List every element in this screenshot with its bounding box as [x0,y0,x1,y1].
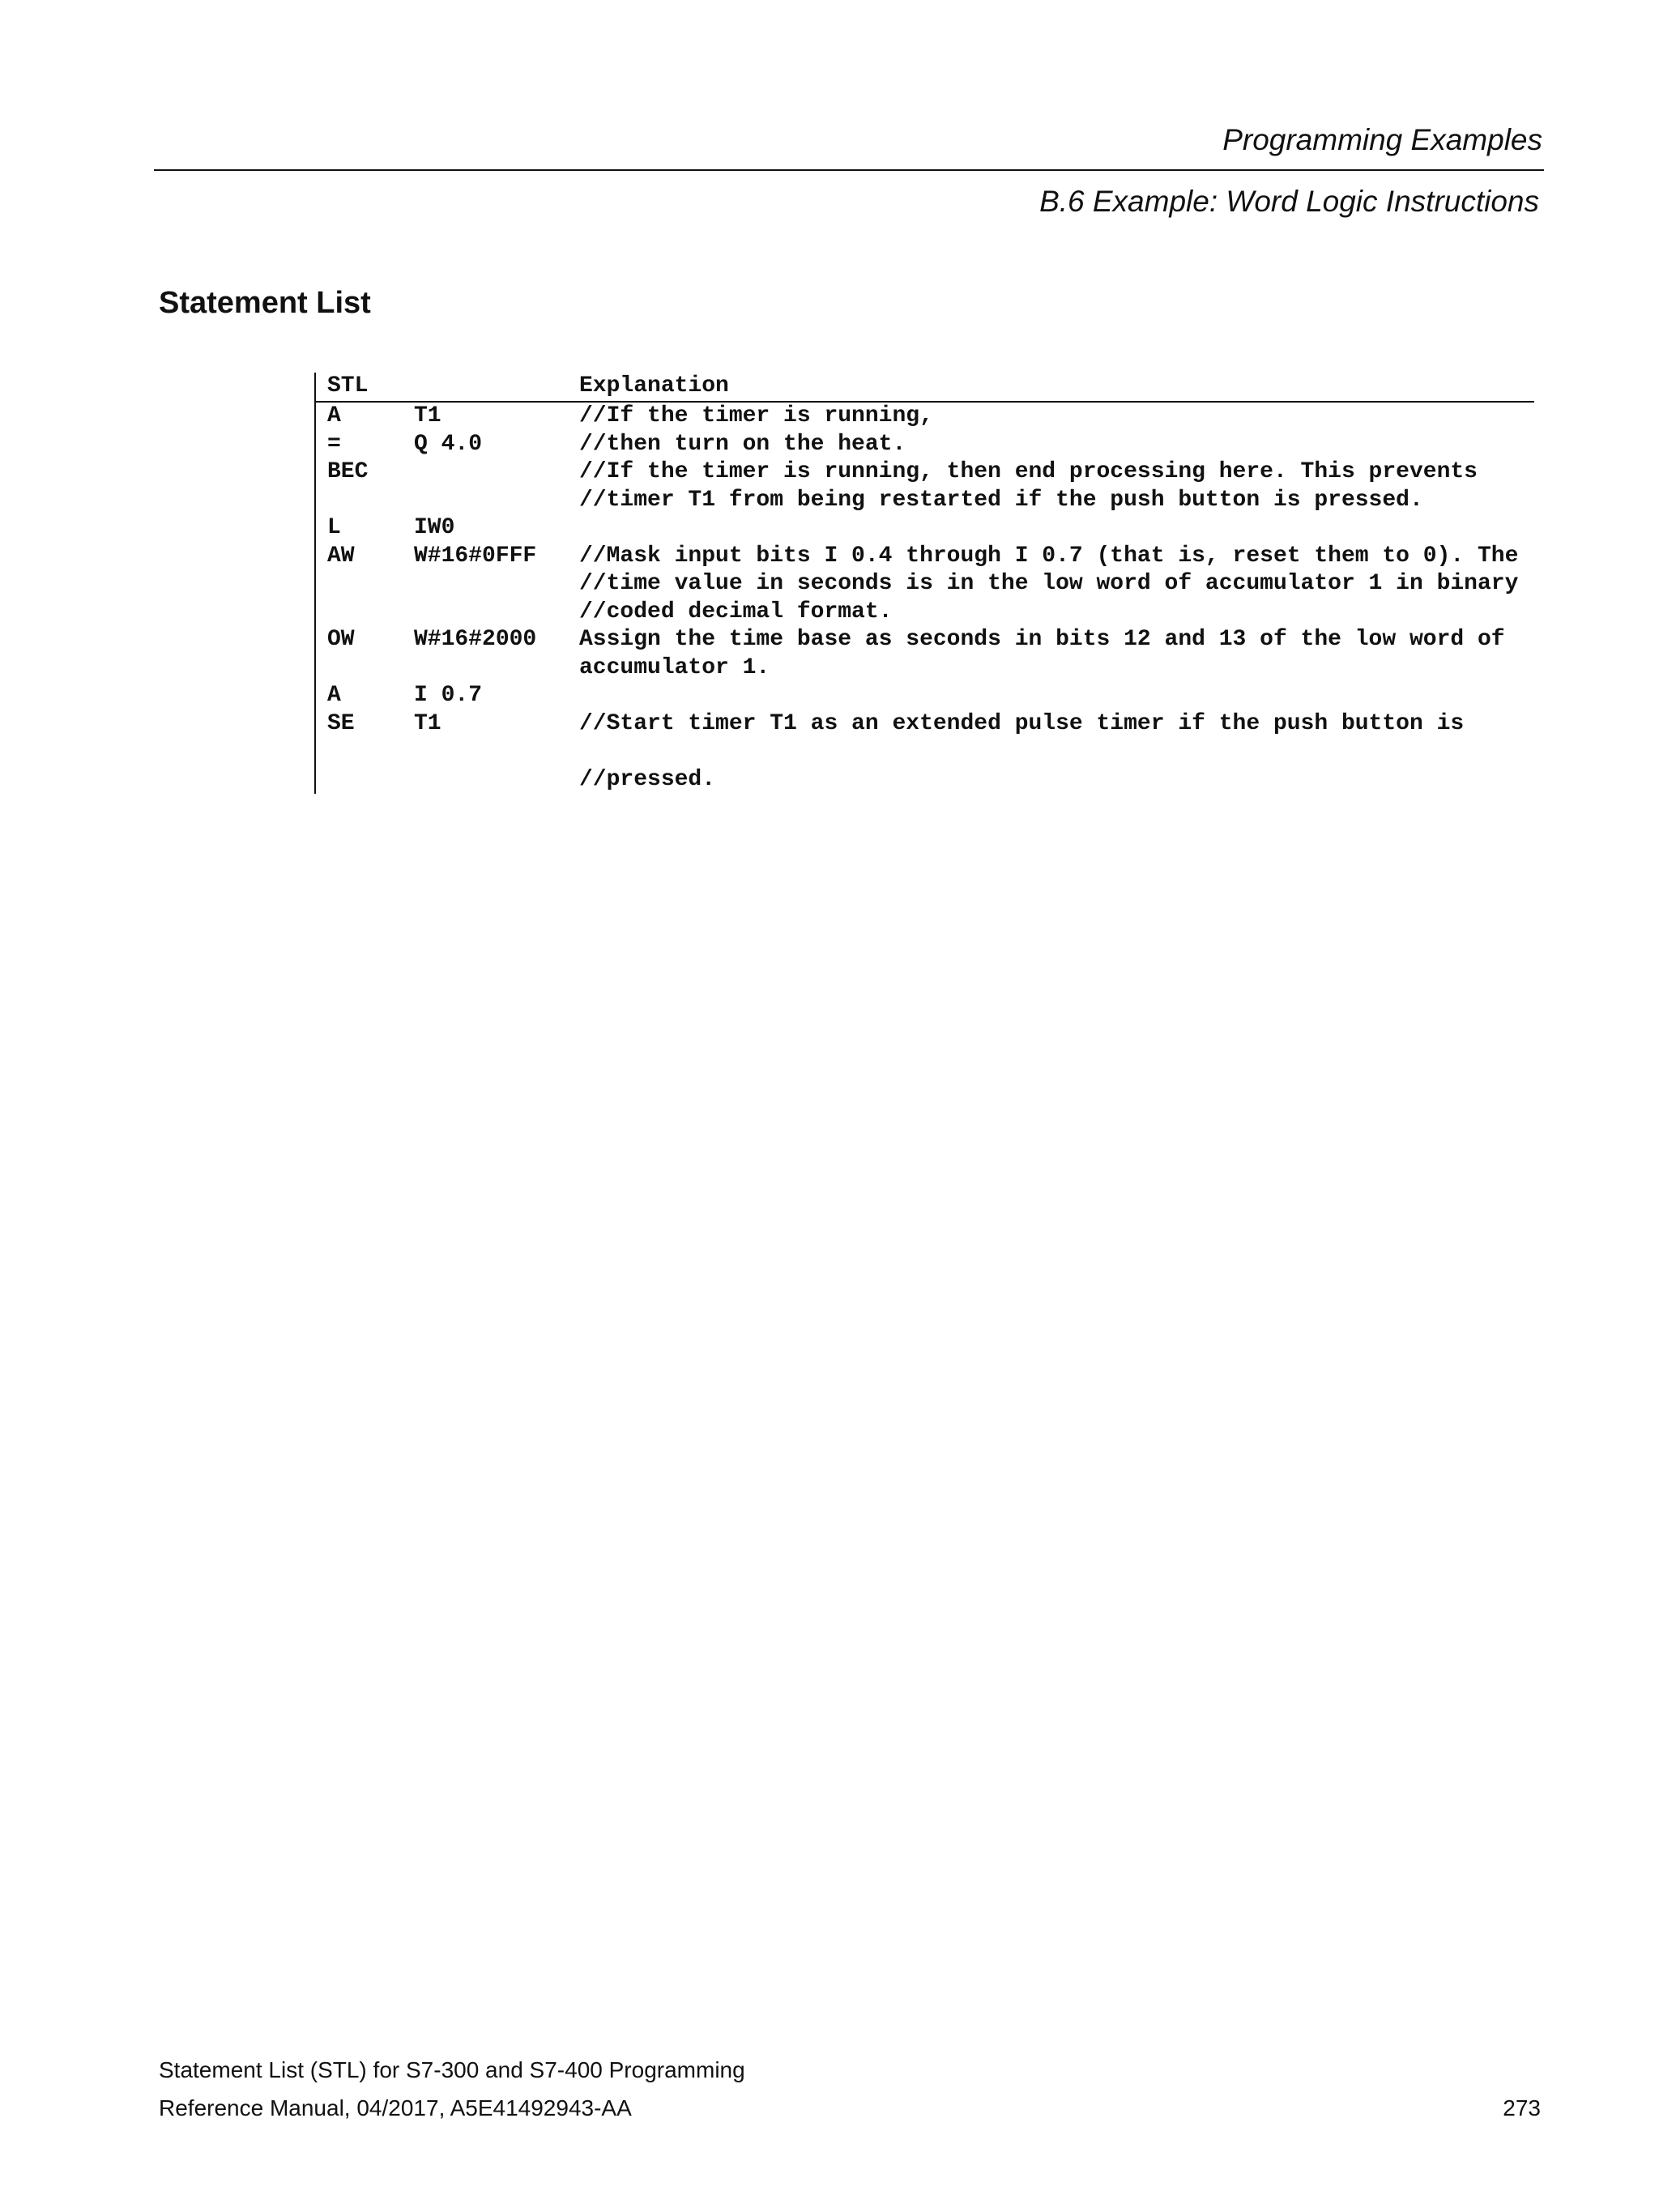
stl-operation: = [327,431,341,457]
table-row [316,682,1534,710]
table-row [316,458,1534,514]
explanation-line: Assign the time base as seconds in bits 12 and 13 of the low word of [579,627,1505,652]
table-row [316,431,1534,459]
stl-operand: I 0.7 [414,683,483,708]
footer-document-id: Reference Manual, 04/2017, A5E41492943-AA [159,2095,632,2120]
stl-operation: AW [327,543,355,569]
explanation-line: //If the timer is running, [579,403,933,428]
stl-operand: W#16#0FFF [414,543,537,569]
stl-operation: A [327,403,341,428]
table-row [316,710,1534,795]
explanation-line [579,738,1464,766]
stl-operation: A [327,683,341,708]
stl-operation: BEC [327,459,369,484]
header-rule [154,169,1544,171]
stl-explanation [579,458,1478,514]
explanation-line: accumulator 1. [579,654,770,680]
stl-operand: IW0 [414,515,455,540]
explanation-line: //timer T1 from being restarted if the push button is pressed. [579,487,1423,513]
page-heading: Statement List [159,286,371,320]
stl-explanation [579,710,1464,795]
column-header-explanation: Explanation [579,373,729,399]
explanation-line: //time value in seconds is in the low word of accumulator 1 in binary [579,571,1519,596]
stl-explanation [579,626,1505,682]
page-number: 273 [1503,2095,1541,2120]
stl-operand: T1 [414,403,441,428]
stl-operation: SE [327,710,355,736]
stl-code-table [314,373,1534,794]
table-row [316,543,1534,627]
stl-operand: Q 4.0 [414,431,483,457]
explanation-line: //Start timer T1 as an extended pulse timer if the push button is [579,710,1465,736]
stl-operation: L [327,515,341,540]
stl-operation: OW [327,627,355,652]
stl-table-body [316,403,1534,794]
running-head-chapter: Programming Examples [1222,123,1542,156]
table-row [316,626,1534,682]
explanation-line: //coded decimal format. [579,599,893,624]
stl-table-header [316,373,1534,403]
stl-explanation [579,543,1518,627]
explanation-line: //If the timer is running, then end processing here. This prevents [579,459,1478,484]
table-row [316,514,1534,543]
running-head-section: B.6 Example: Word Logic Instructions [1039,185,1539,218]
footer-document-title: Statement List (STL) for S7-300 and S7-400 Programming [159,2057,745,2082]
column-header-stl: STL [327,373,369,399]
explanation-line: //then turn on the heat. [579,431,906,457]
stl-explanation [579,403,933,431]
stl-operand: T1 [414,710,441,736]
stl-operand: W#16#2000 [414,627,537,652]
explanation-line: //pressed. [579,766,716,792]
explanation-line: //Mask input bits I 0.4 through I 0.7 (that is, reset them to 0). The [579,543,1519,569]
stl-explanation [579,431,906,459]
table-row [316,403,1534,431]
